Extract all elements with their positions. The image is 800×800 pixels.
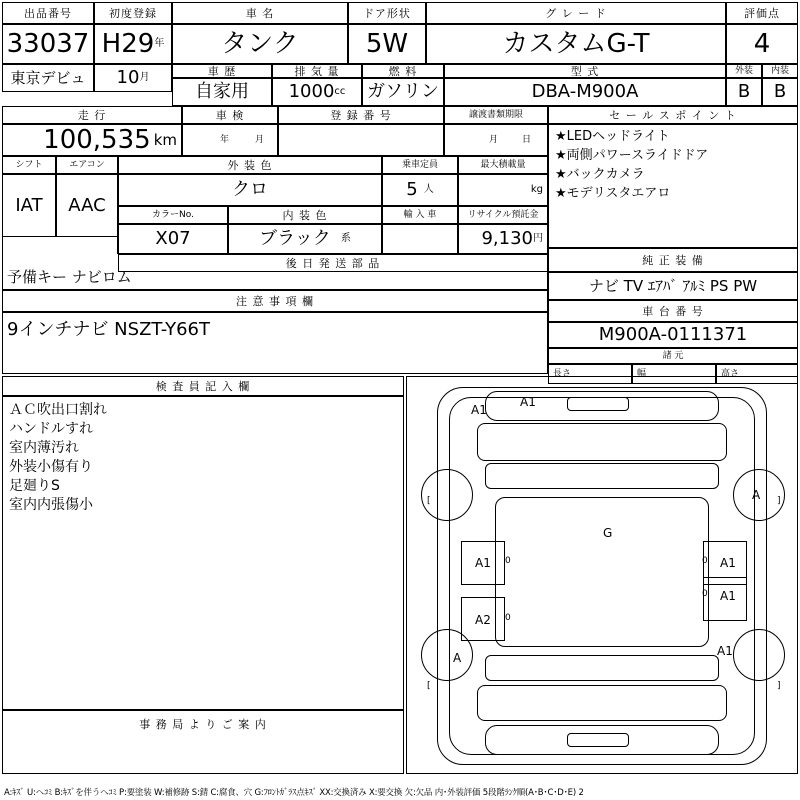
- capacity-number: 5: [406, 179, 418, 200]
- first-reg-value: [94, 24, 172, 64]
- max-load-label: 最大積載量: [458, 156, 548, 174]
- displacement-value: [272, 78, 362, 106]
- int-color-unit: 系: [340, 233, 351, 244]
- inspection-line-6: 室内内張傷小: [9, 497, 93, 513]
- history-label: 車 歴: [172, 64, 272, 78]
- debut-value: 東京デビュ: [2, 64, 94, 92]
- inspection-line-2: ハンドルすれ: [9, 421, 93, 437]
- height-label: 高さ: [716, 364, 798, 384]
- shaken-label: 車 検: [182, 106, 278, 124]
- car-name-label: 車 名: [172, 2, 348, 24]
- damage-mark-a1-front-top: A1: [520, 395, 536, 409]
- max-load-value: [458, 174, 548, 206]
- handle-mark-left-front: 0: [505, 556, 511, 566]
- recycle-value: [458, 224, 548, 254]
- ext-color-label: 外 装 色: [118, 156, 382, 174]
- first-reg-year-unit: 年: [154, 38, 165, 49]
- damage-mark-a1-door-right-upper: A1: [720, 556, 736, 570]
- mileage-unit: km: [153, 130, 177, 149]
- fuel-value: ガソリン: [362, 78, 444, 106]
- car-name-value: タンク: [172, 24, 348, 64]
- inspection-line-5: 足廻りS: [9, 478, 60, 494]
- history-value: 自家用: [172, 78, 272, 106]
- first-reg-label: 初度登録: [94, 2, 172, 24]
- lot-no-label: 出品番号: [2, 2, 94, 24]
- car-damage-diagram: [406, 376, 798, 774]
- width-label: 幅: [632, 364, 716, 384]
- sales-point-3: ★バックカメラ: [555, 167, 645, 182]
- chassis-label: 車 台 番 号: [548, 300, 798, 322]
- windshield: [485, 463, 719, 489]
- displacement-label: 排 気 量: [272, 64, 362, 78]
- office-notice-label: 事 務 局 よ り ご 案 内: [2, 710, 404, 774]
- mileage-label: 走 行: [2, 106, 182, 124]
- recycle-unit: 円: [533, 233, 543, 244]
- damage-mark-a1-rear-right: A1: [717, 644, 733, 658]
- displacement-number: 1000: [288, 81, 335, 102]
- door-value: 5W: [348, 24, 426, 64]
- mirror-mark-right-rear: ]: [777, 681, 781, 691]
- wheel-front-left: [421, 469, 473, 521]
- dimensions-label: 諸 元: [548, 348, 798, 364]
- damage-mark-a1-front-left: A1: [471, 403, 487, 417]
- length-label: 長さ: [548, 364, 632, 384]
- inspection-line-4: 外装小傷有り: [9, 459, 93, 475]
- handle-mark-left-rear: 0: [505, 613, 511, 623]
- damage-mark-a-rear-left-wheel: A: [453, 651, 462, 665]
- grade-value: カスタムG-T: [426, 24, 726, 64]
- exterior-grade-label: 外装: [726, 64, 762, 78]
- sales-point-2: ★両側パワースライドドア: [555, 148, 709, 163]
- inspection-line-1: ＡＣ吹出口割れ: [9, 402, 107, 418]
- shaken-year-unit: 年: [219, 134, 229, 145]
- sales-point-box: [548, 124, 798, 248]
- rear-window: [485, 655, 719, 681]
- int-color-name: ブラック: [259, 228, 331, 249]
- shaken-value: [182, 124, 278, 156]
- door-label: ドア形状: [348, 2, 426, 24]
- notes-label: 注 意 事 項 欄: [2, 290, 548, 312]
- capacity-value: [382, 174, 458, 206]
- transfer-limit-label: 譲渡書類期限: [444, 106, 548, 124]
- mileage-number: 100,535: [43, 125, 151, 155]
- sales-point-4: ★モデリスタエアロ: [555, 186, 671, 201]
- import-value: [382, 224, 458, 254]
- color-no-label: カラーNo.: [118, 206, 228, 224]
- interior-grade-label: 内装: [762, 64, 798, 78]
- first-reg-month-unit: 月: [139, 72, 150, 83]
- reg-no-label: 登 録 番 号: [278, 106, 444, 124]
- chassis-value: M900A-0111371: [548, 322, 798, 348]
- inspection-box: [2, 396, 404, 710]
- import-label: 輸 入 車: [382, 206, 458, 224]
- exterior-grade-value: B: [726, 78, 762, 106]
- spare-key-value: 予備キー ナビロム: [2, 254, 548, 290]
- lot-no-value: 33037: [2, 24, 94, 64]
- model-code-label: 型 式: [444, 64, 726, 78]
- damage-mark-a-front-right-wheel: A: [752, 488, 761, 502]
- grade-label: グ レ ー ド: [426, 2, 726, 24]
- displacement-unit: cc: [334, 86, 346, 97]
- transfer-month-unit: 月: [488, 134, 498, 145]
- transfer-day-unit: 日: [522, 134, 532, 145]
- damage-mark-a1-door-right-lower: A1: [720, 589, 736, 603]
- int-color-label: 内 装 色: [228, 206, 382, 224]
- legend-text: A:ｷｽﾞ U:ヘｺﾐ B:ｷｽﾞを伴うヘｺﾐ P:要塗装 W:補修跡 S:錆 C:腐食、穴 G:ﾌﾛﾝﾄｶﾞﾗｽ点ｷｽﾞ XX:交換済み X:要交換 欠:欠品 内･外装評価 5段階ﾗﾝｸ順(A･B･C･D･E) 2: [4, 788, 584, 798]
- first-reg-year: 29: [121, 29, 155, 59]
- wheel-rear-right: [733, 629, 785, 681]
- mirror-mark-right-front: ]: [777, 496, 781, 506]
- row4-left-spacer: [2, 236, 118, 254]
- factory-equip-label: 純 正 装 備: [548, 248, 798, 272]
- first-reg-month-cell: [94, 64, 172, 92]
- inspection-line-3: 室内薄汚れ: [9, 440, 79, 456]
- recycle-number: 9,130: [481, 228, 533, 249]
- aircon-label: エアコン: [56, 156, 118, 174]
- score-value: 4: [726, 24, 798, 64]
- shift-label: シフト: [2, 156, 56, 174]
- front-plate: [567, 397, 629, 411]
- handle-mark-right-front: 0: [702, 556, 708, 566]
- damage-mark-a1-door-left: A1: [475, 556, 491, 570]
- max-load-unit: kg: [530, 184, 543, 195]
- sales-point-label: セ ー ル ス ポ イ ン ト: [548, 106, 798, 124]
- ext-color-value: クロ: [118, 174, 382, 206]
- later-parts-label: 後 日 発 送 部 品: [118, 254, 548, 272]
- recycle-label: リサイクル預託金: [458, 206, 548, 224]
- roof: [495, 497, 709, 647]
- color-no-value: X07: [118, 224, 228, 254]
- capacity-label: 乗車定員: [382, 156, 458, 174]
- score-label: 評価点: [726, 2, 798, 24]
- first-reg-month: 10: [116, 67, 140, 88]
- mirror-mark-left-front: [: [427, 496, 431, 506]
- aircon-value: AAC: [56, 174, 118, 236]
- fuel-label: 燃 料: [362, 64, 444, 78]
- sales-point-1: ★LEDヘッドライト: [555, 129, 670, 144]
- damage-mark-a2-door-left-lower: A2: [475, 613, 491, 627]
- shift-value: IAT: [2, 174, 56, 236]
- mileage-value: [2, 124, 182, 156]
- factory-equip-value: ナビ TV ｴｱﾊﾞ ｱﾙﾐ PS PW: [548, 272, 798, 300]
- reg-no-value: [278, 124, 444, 156]
- mirror-mark-left-rear: [: [427, 681, 431, 691]
- hood: [477, 423, 727, 461]
- shaken-month-unit: 月: [255, 134, 265, 145]
- inspection-label: 検 査 員 記 入 欄: [2, 376, 404, 396]
- damage-mark-g-roof: G: [603, 526, 613, 540]
- transfer-limit-value: [444, 124, 548, 156]
- model-code-value: DBA-M900A: [444, 78, 726, 106]
- first-reg-era: H: [101, 29, 122, 59]
- int-color-value: [228, 224, 382, 254]
- rear-plate: [567, 733, 629, 747]
- capacity-unit: 人: [423, 184, 434, 195]
- interior-grade-value: B: [762, 78, 798, 106]
- trunk: [477, 685, 727, 721]
- notes-value: 9インチナビ NSZT-Y66T: [2, 312, 548, 374]
- handle-mark-right-rear: 0: [702, 589, 708, 599]
